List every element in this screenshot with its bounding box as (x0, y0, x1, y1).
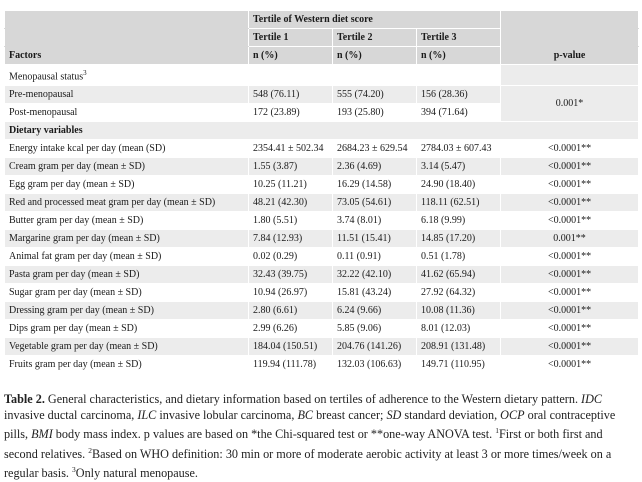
cell-pvalue: <0.0001** (501, 248, 639, 266)
cell-t3: 156 (28.36) (417, 86, 501, 104)
caption-abbr-bmi: BMI (31, 427, 53, 442)
caption-text-7: body mass index. p values are based on *the Chi-squared test or **one-way ANOVA test. (52, 427, 496, 442)
cell-t3: 118.11 (62.51) (417, 194, 501, 212)
factors-header: Factors (5, 47, 249, 65)
menopausal-title-text: Menopausal status (9, 71, 84, 83)
row-label: Fruits gram per day (mean ± SD) (5, 356, 249, 374)
cell-pvalue: <0.0001** (501, 158, 639, 176)
dietary-title: Dietary variables (5, 122, 639, 140)
caption-text-6: oral contraceptive pills, (4, 407, 616, 442)
cell-t2: 15.81 (43.24) (333, 284, 417, 302)
caption-abbr-ilc: ILC (137, 407, 157, 422)
row-label: Pasta gram per day (mean ± SD) (5, 266, 249, 284)
cell-t3: 6.18 (9.99) (417, 212, 501, 230)
cell-t3: 8.01 (12.03) (417, 320, 501, 338)
row-label: Vegetable gram per day (mean ± SD) (5, 338, 249, 356)
cell-t3: 208.91 (131.48) (417, 338, 501, 356)
table-caption (4, 392, 636, 482)
cell-t2: 3.74 (8.01) (333, 212, 417, 230)
row-label: Cream gram per day (mean ± SD) (5, 158, 249, 176)
cell-pvalue: <0.0001** (501, 140, 639, 158)
row-label: Sugar gram per day (mean ± SD) (5, 284, 249, 302)
tertile-3-header: Tertile 3 (417, 29, 501, 47)
cell-t2: 32.22 (42.10) (333, 266, 417, 284)
caption-abbr-ocp: OCP (500, 407, 525, 422)
cell-t2: 204.76 (141.26) (333, 338, 417, 356)
cell-t3: 3.14 (5.47) (417, 158, 501, 176)
pvalue-header: p-value (501, 47, 639, 65)
menopausal-pvalue: 0.001* (501, 86, 639, 122)
header-row-1 (5, 11, 639, 29)
cell-t1: 2.99 (6.26) (249, 320, 333, 338)
table-row (5, 230, 639, 248)
cell-t2: 16.29 (14.58) (333, 176, 417, 194)
cell-pvalue: <0.0001** (501, 320, 639, 338)
tertile-1-header: Tertile 1 (249, 29, 333, 47)
caption-text-5: standard deviation, (401, 407, 501, 422)
cell-t3: 394 (71.64) (417, 104, 501, 122)
tertile-group-title: Tertile of Western diet score (249, 11, 501, 29)
row-label: Dressing gram per day (mean ± SD) (5, 302, 249, 320)
header-row-3 (5, 47, 639, 65)
unit-header-1: n (%) (249, 47, 333, 65)
table-row (5, 356, 639, 374)
row-label: Pre-menopausal (5, 86, 249, 104)
caption-sup-2: 2 (88, 445, 93, 455)
cell-t2: 5.85 (9.06) (333, 320, 417, 338)
cell-t1: 32.43 (39.75) (249, 266, 333, 284)
cell-pvalue: 0.001** (501, 230, 639, 248)
table-row (5, 302, 639, 320)
table-row (5, 140, 639, 158)
caption-text-2: invasive ductal carcinoma, (4, 407, 138, 422)
cell-t3: 2784.03 ± 607.43 (417, 140, 501, 158)
caption-text-9: Based on WHO definition: 30 min or more of moderate aerobic activity at least 3 or more times/week on a regular basis. (4, 446, 612, 481)
cell-pvalue: <0.0001** (501, 194, 639, 212)
cell-t2: 11.51 (15.41) (333, 230, 417, 248)
unit-header-3: n (%) (417, 47, 501, 65)
cell-pvalue: <0.0001** (501, 338, 639, 356)
table-row (5, 248, 639, 266)
cell-t3: 10.08 (11.36) (417, 302, 501, 320)
diet-table (4, 10, 639, 374)
cell-t3: 41.62 (65.94) (417, 266, 501, 284)
cell-pvalue: <0.0001** (501, 302, 639, 320)
caption-sup-1: 1 (495, 426, 500, 435)
cell-t2: 193 (25.80) (333, 104, 417, 122)
cell-t1: 1.80 (5.51) (249, 212, 333, 230)
caption-text-4: breast cancer; (313, 407, 387, 422)
caption-text-3: invasive lobular carcinoma, (156, 407, 298, 422)
cell-t3: 27.92 (64.32) (417, 284, 501, 302)
cell-t2: 0.11 (0.91) (333, 248, 417, 266)
table-row (5, 266, 639, 284)
table-row (5, 158, 639, 176)
table-row (5, 284, 639, 302)
cell-pvalue: <0.0001** (501, 284, 639, 302)
cell-t1: 0.02 (0.29) (249, 248, 333, 266)
row-label: Animal fat gram per day (mean ± SD) (5, 248, 249, 266)
cell-t1: 7.84 (12.93) (249, 230, 333, 248)
cell-t3: 0.51 (1.78) (417, 248, 501, 266)
caption-abbr-idc: IDC (581, 392, 603, 406)
cell-t1: 10.94 (26.97) (249, 284, 333, 302)
row-label: Egg gram per day (mean ± SD) (5, 176, 249, 194)
row-label: Red and processed meat gram per day (mean ± SD) (5, 194, 249, 212)
cell-pvalue: <0.0001** (501, 176, 639, 194)
header-row-2 (5, 29, 639, 47)
menopausal-title-row (5, 65, 639, 86)
cell-t1: 2354.41 ± 502.34 (249, 140, 333, 158)
cell-t1: 184.04 (150.51) (249, 338, 333, 356)
table-row (5, 338, 639, 356)
tertile-2-header: Tertile 2 (333, 29, 417, 47)
cell-t2: 2.36 (4.69) (333, 158, 417, 176)
table-row (5, 320, 639, 338)
caption-text-10: Only natural menopause. (75, 466, 198, 481)
cell-t1: 119.94 (111.78) (249, 356, 333, 374)
unit-header-2: n (%) (333, 47, 417, 65)
menopausal-pre-row (5, 86, 639, 104)
caption-text-8: First or both first and second relatives. (4, 427, 603, 461)
cell-t1: 548 (76.11) (249, 86, 333, 104)
row-label: Post-menopausal (5, 104, 249, 122)
cell-t2: 73.05 (54.61) (333, 194, 417, 212)
cell-t2: 132.03 (106.63) (333, 356, 417, 374)
cell-t3: 24.90 (18.40) (417, 176, 501, 194)
cell-t1: 172 (23.89) (249, 104, 333, 122)
cell-t2: 2684.23 ± 629.54 (333, 140, 417, 158)
caption-sup-3: 3 (72, 465, 76, 475)
cell-t1: 1.55 (3.87) (249, 158, 333, 176)
cell-t1: 48.21 (42.30) (249, 194, 333, 212)
row-label: Margarine gram per day (mean ± SD) (5, 230, 249, 248)
cell-t2: 6.24 (9.66) (333, 302, 417, 320)
menopausal-title (5, 65, 501, 86)
cell-pvalue: <0.0001** (501, 356, 639, 374)
cell-t1: 2.80 (6.61) (249, 302, 333, 320)
caption-text-1: General characteristics, and dietary information based on tertiles of adherence to the Western dietary pattern. (44, 392, 582, 406)
menopausal-title-sup: 3 (83, 69, 87, 77)
cell-pvalue: <0.0001** (501, 266, 639, 284)
cell-t1: 10.25 (11.21) (249, 176, 333, 194)
row-label: Energy intake kcal per day (mean (SD) (5, 140, 249, 158)
cell-pvalue: <0.0001** (501, 212, 639, 230)
row-label: Butter gram per day (mean ± SD) (5, 212, 249, 230)
caption-label: Table 2. (4, 392, 45, 406)
caption-abbr-bc: BC (297, 407, 314, 422)
dietary-title-row (5, 122, 639, 140)
cell-t3: 14.85 (17.20) (417, 230, 501, 248)
row-label: Dips gram per day (mean ± SD) (5, 320, 249, 338)
table-row (5, 212, 639, 230)
table-row (5, 194, 639, 212)
table-row (5, 176, 639, 194)
caption-abbr-sd: SD (386, 407, 402, 422)
cell-t2: 555 (74.20) (333, 86, 417, 104)
cell-t3: 149.71 (110.95) (417, 356, 501, 374)
